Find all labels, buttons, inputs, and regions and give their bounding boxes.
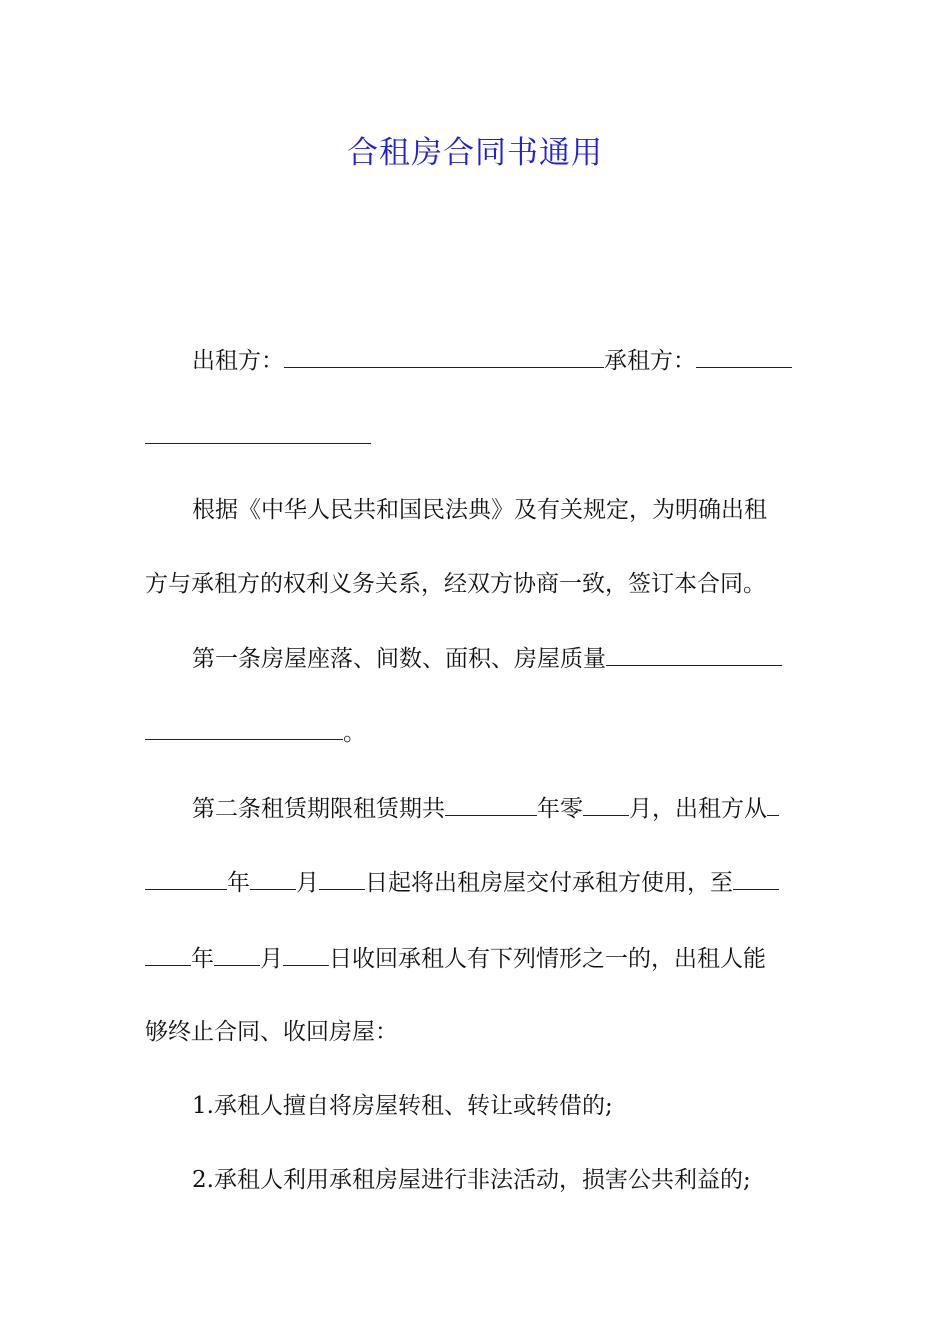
article1-line-1 bbox=[192, 640, 782, 677]
lease-years-blank[interactable] bbox=[445, 790, 537, 816]
article2-l2-b: 月 bbox=[296, 870, 319, 896]
lessor-blank[interactable] bbox=[284, 342, 604, 368]
article1-blank-2[interactable] bbox=[145, 714, 343, 740]
start-day-blank[interactable] bbox=[319, 864, 365, 890]
lessee-label: 承租方： bbox=[604, 348, 696, 374]
article2-l2-a: 年 bbox=[227, 870, 250, 896]
preamble-line-1: 根据《中华人民共和国民法典》及有关规定，为明确出租 bbox=[192, 497, 767, 523]
end-year-blank[interactable] bbox=[145, 940, 191, 966]
end-year-blank-a[interactable] bbox=[733, 864, 779, 890]
list-item: 2.承租人利用承租房屋进行非法活动，损害公共利益的; bbox=[192, 1167, 751, 1193]
list-item: 1.承租人擅自将房屋转租、转让或转借的; bbox=[192, 1093, 613, 1119]
preamble-line-2: 方与承租方的权利义务关系，经双方协商一致，签订本合同。 bbox=[145, 571, 766, 597]
document-title: 合租房合同书通用 bbox=[347, 135, 603, 171]
article2-l3-b: 月 bbox=[260, 946, 283, 972]
start-year-blank[interactable] bbox=[145, 864, 227, 890]
article2-l3-a: 年 bbox=[191, 946, 214, 972]
article1-line-2 bbox=[145, 714, 366, 751]
lease-months-blank[interactable] bbox=[583, 790, 629, 816]
article1-end: 。 bbox=[343, 720, 366, 746]
article2-l1-a: 第二条租赁期限租赁期共 bbox=[192, 796, 445, 822]
article2-l1-c: 月，出租方从 bbox=[629, 796, 767, 822]
article2-line-4: 够终止合同、收回房屋： bbox=[145, 1019, 398, 1045]
lessee-blank[interactable] bbox=[696, 342, 792, 368]
lessor-label: 出租方： bbox=[192, 348, 284, 374]
article2-l3-c: 日收回承租人有下列情形之一的，出租人能 bbox=[329, 946, 766, 972]
start-month-blank[interactable] bbox=[250, 864, 296, 890]
article2-line-2 bbox=[145, 864, 779, 901]
parties-line bbox=[192, 342, 792, 379]
article2-line-3 bbox=[145, 940, 766, 977]
article2-l2-c: 日起将出租房屋交付承租方使用，至 bbox=[365, 870, 733, 896]
start-year-blank-a[interactable] bbox=[767, 790, 779, 816]
lessee-blank-continued bbox=[145, 418, 371, 455]
article2-line-1 bbox=[192, 790, 779, 827]
article1-blank[interactable] bbox=[606, 640, 782, 666]
article1-text: 第一条房屋座落、间数、面积、房屋质量 bbox=[192, 646, 606, 672]
end-day-blank[interactable] bbox=[283, 940, 329, 966]
lessee-blank-2[interactable] bbox=[145, 418, 371, 444]
article2-l1-b: 年零 bbox=[537, 796, 583, 822]
end-month-blank[interactable] bbox=[214, 940, 260, 966]
